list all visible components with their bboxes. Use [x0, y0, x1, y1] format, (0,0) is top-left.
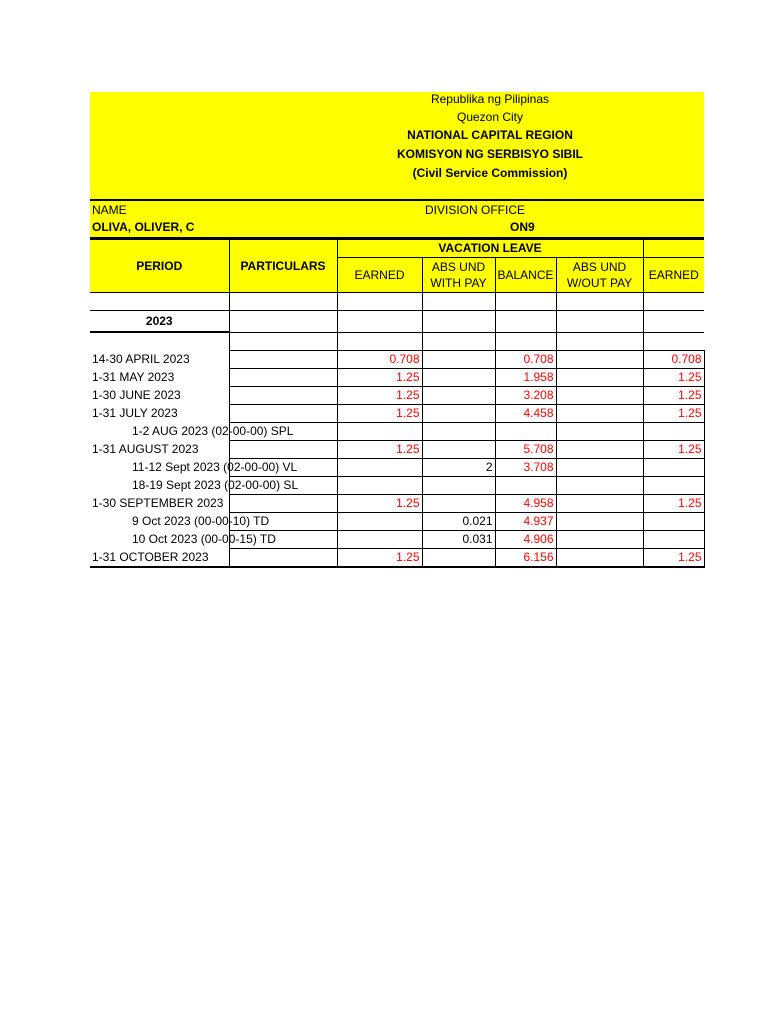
- cell-balance: 4.937: [495, 513, 556, 531]
- vacation-leave-header: VACATION LEAVE: [337, 240, 643, 258]
- cell-balance: 4.458: [495, 405, 556, 423]
- header-region: NATIONAL CAPITAL REGION: [407, 128, 573, 142]
- col-particulars-header: PARTICULARS: [229, 240, 337, 293]
- cell-balance: 5.708: [495, 441, 556, 459]
- cell-with-pay: [422, 351, 495, 369]
- cell-wout-pay: [556, 423, 643, 441]
- cell-wout-pay: [556, 459, 643, 477]
- cell-period: 1-30 SEPTEMBER 2023: [92, 496, 224, 510]
- cell-with-pay: [422, 549, 495, 568]
- name-value: OLIVA, OLIVER, C: [92, 220, 195, 234]
- col-with-pay-line1: ABS UND: [431, 260, 486, 274]
- cell-with-pay: [422, 423, 495, 441]
- col-period-header: PERIOD: [90, 240, 229, 293]
- employee-band: [90, 201, 704, 239]
- cell-period: 1-31 MAY 2023: [92, 370, 175, 384]
- col-wout-pay-line2: W/OUT PAY: [566, 276, 633, 290]
- cell-with-pay: [422, 441, 495, 459]
- cell-with-pay: 0.021: [422, 513, 495, 531]
- cell-earned: 1.25: [337, 495, 422, 513]
- division-label: DIVISION OFFICE: [425, 203, 526, 217]
- header-band: [90, 92, 704, 201]
- cell-wout-pay: [556, 387, 643, 405]
- cell-balance: [495, 423, 556, 441]
- col-with-pay-header: [422, 258, 495, 293]
- cell-with-pay: [422, 495, 495, 513]
- cell-earned2: [643, 459, 704, 477]
- cell-period: 1-30 JUNE 2023: [92, 388, 181, 402]
- table-row: [90, 531, 704, 549]
- cell-balance: 4.958: [495, 495, 556, 513]
- table-row: [90, 477, 704, 495]
- leave-card: [90, 92, 704, 568]
- cell-period: 18-19 Sept 2023 (02-00-00) SL: [132, 478, 299, 492]
- cell-with-pay: [422, 477, 495, 495]
- cell-earned2: 0.708: [643, 351, 704, 369]
- cell-earned: [337, 477, 422, 495]
- table-row: [90, 441, 704, 459]
- table-row: [90, 351, 704, 369]
- cell-particulars: [229, 549, 337, 568]
- cell-earned: 1.25: [337, 549, 422, 568]
- cell-balance: 3.208: [495, 387, 556, 405]
- blank-row: [90, 332, 704, 351]
- cell-earned2: [643, 513, 704, 531]
- cell-wout-pay: [556, 369, 643, 387]
- cell-wout-pay: [556, 549, 643, 568]
- cell-wout-pay: [556, 441, 643, 459]
- col-with-pay-line2: WITH PAY: [430, 276, 487, 290]
- cell-period: 1-2 AUG 2023 (02-00-00) SPL: [132, 424, 294, 438]
- col-wout-pay-line1: ABS UND: [572, 260, 627, 274]
- cell-balance: 6.156: [495, 549, 556, 568]
- cell-particulars: [229, 441, 337, 459]
- cell-with-pay: [422, 369, 495, 387]
- cell-earned2: 1.25: [643, 549, 704, 568]
- spacer-row: [90, 293, 704, 311]
- cell-wout-pay: [556, 405, 643, 423]
- cell-wout-pay: [556, 495, 643, 513]
- cell-earned: [337, 459, 422, 477]
- cell-earned: 0.708: [337, 351, 422, 369]
- cell-with-pay: 2: [422, 459, 495, 477]
- cell-earned: 1.25: [337, 405, 422, 423]
- table-row: [90, 369, 704, 387]
- cell-particulars: [229, 405, 337, 423]
- cell-balance: 4.906: [495, 531, 556, 549]
- cell-particulars: [229, 495, 337, 513]
- cell-earned2: [643, 477, 704, 495]
- cell-particulars: [229, 387, 337, 405]
- col-balance-header: BALANCE: [495, 258, 556, 293]
- cell-earned2: [643, 531, 704, 549]
- cell-with-pay: [422, 405, 495, 423]
- name-label: NAME: [92, 203, 127, 217]
- cell-balance: 0.708: [495, 351, 556, 369]
- table-header-row-1: [90, 240, 704, 258]
- year-row: [90, 311, 704, 333]
- table-row: [90, 495, 704, 513]
- cell-with-pay: 0.031: [422, 531, 495, 549]
- header-commission-en: (Civil Service Commission): [412, 166, 568, 180]
- col-earned-header: EARNED: [337, 258, 422, 293]
- cell-period: 10 Oct 2023 (00-00-15) TD: [132, 532, 276, 546]
- cell-period: 1-31 OCTOBER 2023: [90, 549, 229, 568]
- table-row: [90, 513, 704, 531]
- division-value: ON9: [510, 220, 535, 234]
- cell-earned: [337, 423, 422, 441]
- cell-earned2: 1.25: [643, 405, 704, 423]
- cell-particulars: [229, 351, 337, 369]
- cell-earned: 1.25: [337, 387, 422, 405]
- table-row: [90, 549, 704, 568]
- cell-period: 1-31 AUGUST 2023: [92, 442, 199, 456]
- table-row: [90, 387, 704, 405]
- cell-earned2: 1.25: [643, 369, 704, 387]
- cell-balance: 3.708: [495, 459, 556, 477]
- col-earned2-header: EARNED: [643, 258, 704, 293]
- header-republic: Republika ng Pilipinas: [430, 92, 550, 106]
- cell-period: 1-31 JULY 2023: [92, 406, 178, 420]
- cell-earned: 1.25: [337, 441, 422, 459]
- table-row: [90, 405, 704, 423]
- cell-balance: 1.958: [495, 369, 556, 387]
- cell-earned: 1.25: [337, 369, 422, 387]
- leave-table: [90, 239, 705, 568]
- cell-balance: [495, 477, 556, 495]
- cell-particulars: [229, 369, 337, 387]
- cell-wout-pay: [556, 531, 643, 549]
- cell-period: 14-30 APRIL 2023: [92, 352, 190, 366]
- year-label: 2023: [90, 311, 229, 333]
- table-row: [90, 459, 704, 477]
- cell-earned2: [643, 423, 704, 441]
- cell-earned2: 1.25: [643, 441, 704, 459]
- cell-period: 11-12 Sept 2023 (02-00-00) VL: [132, 460, 298, 474]
- cell-earned2: 1.25: [643, 495, 704, 513]
- cell-with-pay: [422, 387, 495, 405]
- cell-earned: [337, 513, 422, 531]
- cell-wout-pay: [556, 477, 643, 495]
- header-commission: KOMISYON NG SERBISYO SIBIL: [396, 147, 584, 161]
- header-city: Quezon City: [456, 110, 524, 124]
- col-wout-pay-header: [556, 258, 643, 293]
- cell-wout-pay: [556, 351, 643, 369]
- cell-earned2: 1.25: [643, 387, 704, 405]
- cell-earned: [337, 531, 422, 549]
- cell-period: 9 Oct 2023 (00-00-10) TD: [132, 514, 270, 528]
- cell-wout-pay: [556, 513, 643, 531]
- table-row: [90, 423, 704, 441]
